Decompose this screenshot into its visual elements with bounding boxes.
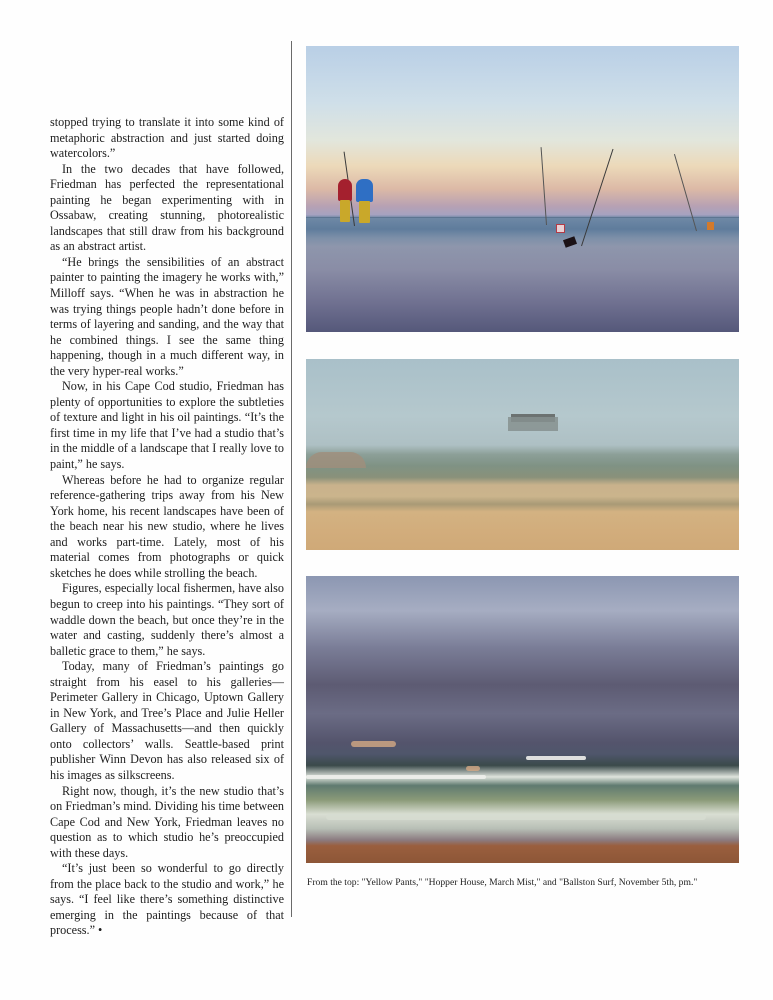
wave-foam — [326, 814, 706, 820]
article-paragraph: Figures, especially local fishermen, have also begun to creep into his paintings. “They sort of waddle down the beach, but once they’re in the water and casting, suddenly there’s almost a balletic grace to them,” he says. — [50, 581, 284, 658]
fisherman-blue-jacket — [356, 179, 373, 202]
article-paragraph: stopped trying to translate it into some kind of metaphoric abstraction and just started doing watercolors.” — [50, 115, 284, 161]
painting-ballston-surf — [306, 576, 739, 863]
article-paragraph: Whereas before he had to organize regular reference-gathering trips away from his New York home, his recent landscapes have been of the beach near his new studio, where he lives and works part-time. Lately, most of his material comes from photographs or quick sketches he does while strolling the beach. — [50, 472, 284, 580]
article-column — [50, 115, 284, 939]
wave-crest — [306, 775, 486, 779]
article-paragraph: Today, many of Friedman’s paintings go straight from his easel to his galleries—Perimeter Gallery in Chicago, Uptown Gallery in New York, and Tree’s Place and Julie Heller Gallery of Massachusetts—and then quickly onto collectors’ walls. Seattle-based print publisher Winn Devon has also released six of his images as silkscreens. — [50, 659, 284, 782]
image-caption: From the top: "Yellow Pants," "Hopper House, March Mist," and "Ballston Surf, November 5th, pm." — [307, 877, 698, 888]
fishing-rod — [581, 149, 613, 246]
wave-crest — [526, 756, 586, 760]
article-paragraph: Right now, though, it’s the new studio that’s on Friedman’s mind. Dividing his time between Cape Cod and New York, Friedman leaves no question as to which studio he’s preoccupied with these days. — [50, 783, 284, 860]
fisherman-yellow-pants — [359, 201, 370, 223]
painting-hopper-house — [306, 359, 739, 550]
article-paragraph: In the two decades that have followed, Friedman has perfected the representational painting he began experimenting with in Ossabaw, creating stunning, photorealistic landscapes that still draw from his background as an abstract artist. — [50, 161, 284, 254]
article-paragraph: “He brings the sensibilities of an abstract painter to painting the imagery he works with,” Milloff says. “When he was in abstraction he was trying things people hadn’t done before in terms of layering and sanding, and the way that he combined things. I see the same thing happening, though in a much different way, in the very hyper-real works.” — [50, 254, 284, 378]
fishing-rod — [674, 154, 697, 231]
column-divider — [291, 41, 292, 917]
bucket — [707, 222, 714, 230]
sunlight-glow — [466, 766, 480, 771]
fisherman-red-jacket — [338, 179, 352, 201]
painting-yellow-pants — [306, 46, 739, 332]
fisherman-yellow-pants — [340, 200, 350, 222]
dune — [306, 452, 366, 468]
house — [508, 417, 558, 431]
bucket — [556, 224, 565, 233]
article-paragraph: Now, in his Cape Cod studio, Friedman has plenty of opportunities to explore the subtleties of texture and light in his oil paintings. “It’s the first time in my life that I’ve had a studio that’s in the middle of a landscape that I really love to paint,” he says. — [50, 379, 284, 472]
fishing-rod — [541, 147, 547, 225]
sunlight-glow — [351, 741, 396, 747]
article-paragraph: “It’s just been so wonderful to go directly from the place back to the studio and work,” he says. “I feel like there’s something distinctive emerging in the paintings because of that process.” • — [50, 861, 284, 938]
tackle-bag — [563, 236, 577, 248]
horizon-line — [306, 217, 739, 218]
